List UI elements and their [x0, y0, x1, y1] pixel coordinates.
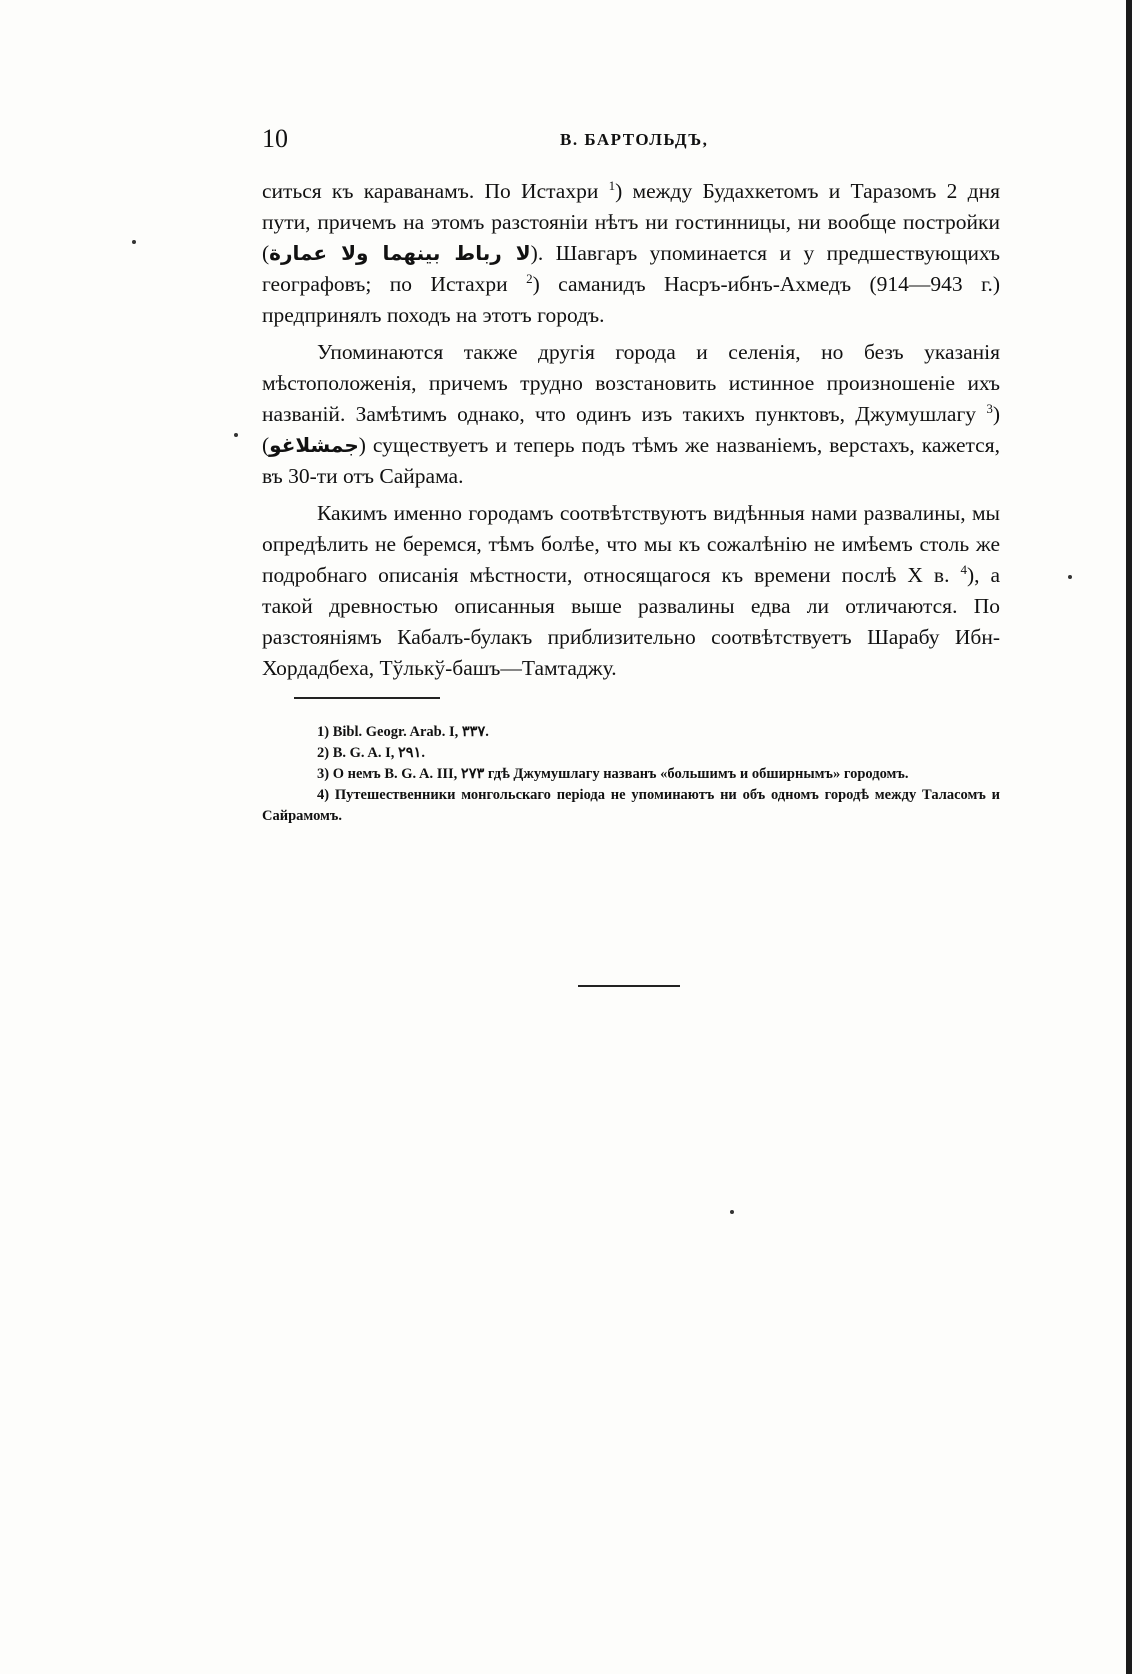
paragraph-1: [262, 176, 1000, 331]
paragraph-1-text-d: ) саманидъ Насръ-ибнъ-Ахмедъ (914—943 г.) предпринялъ походъ на этотъ городъ.: [262, 272, 1000, 327]
arabic-quote-2: جمشلاغو: [269, 433, 359, 457]
paragraph-3-text-b: ), а такой древностью описанныя выше развалины едва ли отличаются. По разстояніямъ Кабалъ-булакъ приблизительно соотвѣтствуетъ Шарабу Ибн-Хордадбеха, Тўлькў-башъ—Тамтаджу.: [262, 563, 1001, 680]
running-head: В. БАРТОЛЬДЪ,: [560, 130, 709, 149]
end-separator: [578, 985, 680, 987]
paragraph-2: [262, 337, 1000, 492]
footnote-1: 1) Bibl. Geogr. Arab. I, ٣٣٧.: [317, 724, 489, 740]
scan-speck: [234, 433, 238, 437]
footnote-ref-2: 2: [526, 270, 533, 286]
paragraph-2-text-b: ) (: [262, 402, 1000, 457]
footnote-2: 2) B. G. A. I, ٢٩١.: [317, 745, 425, 761]
scan-speck: [1068, 575, 1072, 579]
page-edge-shadow: [1126, 0, 1132, 1674]
scan-speck: [132, 240, 136, 244]
footnote-ref-1: 1: [608, 177, 616, 193]
footnote-4: 4) Путешественники монгольскаго періода не упоминаютъ ни объ одномъ городѣ между Таласомъ и Сайрамомъ.: [262, 787, 1000, 824]
arabic-quote-1: لا رباط بينهما ولا عمارة: [269, 241, 531, 265]
footnote-3: 3) О немъ B. G. A. III, ٢٧٣ гдѣ Джумушлагу названъ «большимъ и обширнымъ» городомъ.: [317, 766, 909, 782]
paragraph-3-text-a: Какимъ именно городамъ соотвѣтствуютъ видѣнныя нами развалины, мы опредѣлить не беремся, тѣмъ болѣе, что мы къ сожалѣнію не имѣемъ столь же подробнаго описанія мѣстности, относящагося къ времени послѣ X в.: [262, 501, 1000, 587]
footnote-ref-3: 3: [986, 400, 993, 416]
paragraph-1-text-b: ) между Будахкетомъ и Таразомъ 2 дня пути, причемъ на этомъ разстояніи нѣтъ ни гостинницы, ни вообще постройки (: [262, 179, 1000, 265]
paragraph-1-text-a: ситься къ караванамъ. По Истахри: [262, 179, 609, 203]
page-header: [262, 120, 1000, 160]
footnote-separator: [294, 697, 440, 699]
paragraph-1-text-c: ). Шавгаръ упоминается и у предшествующихъ географовъ; по Истахри: [262, 241, 1000, 296]
paragraph-3: [262, 498, 1000, 684]
paragraph-2-text-c: ) существуетъ и теперь подъ тѣмъ же названіемъ, верстахъ, кажется, въ 30-ти отъ Сайрама.: [262, 433, 1000, 488]
footnote-ref-4: 4: [960, 561, 967, 577]
page-number: 10: [262, 124, 288, 153]
scan-speck: [730, 1210, 734, 1214]
body-text: [262, 176, 1000, 690]
footnotes: [262, 722, 1000, 827]
paragraph-2-text-a: Упоминаются также другія города и селенія, но безъ указанія мѣстоположенія, причемъ трудно возстановить истинное произношеніе ихъ названій. Замѣтимъ однако, что одинъ изъ такихъ пунктовъ, Джумушлагу: [262, 340, 1000, 426]
